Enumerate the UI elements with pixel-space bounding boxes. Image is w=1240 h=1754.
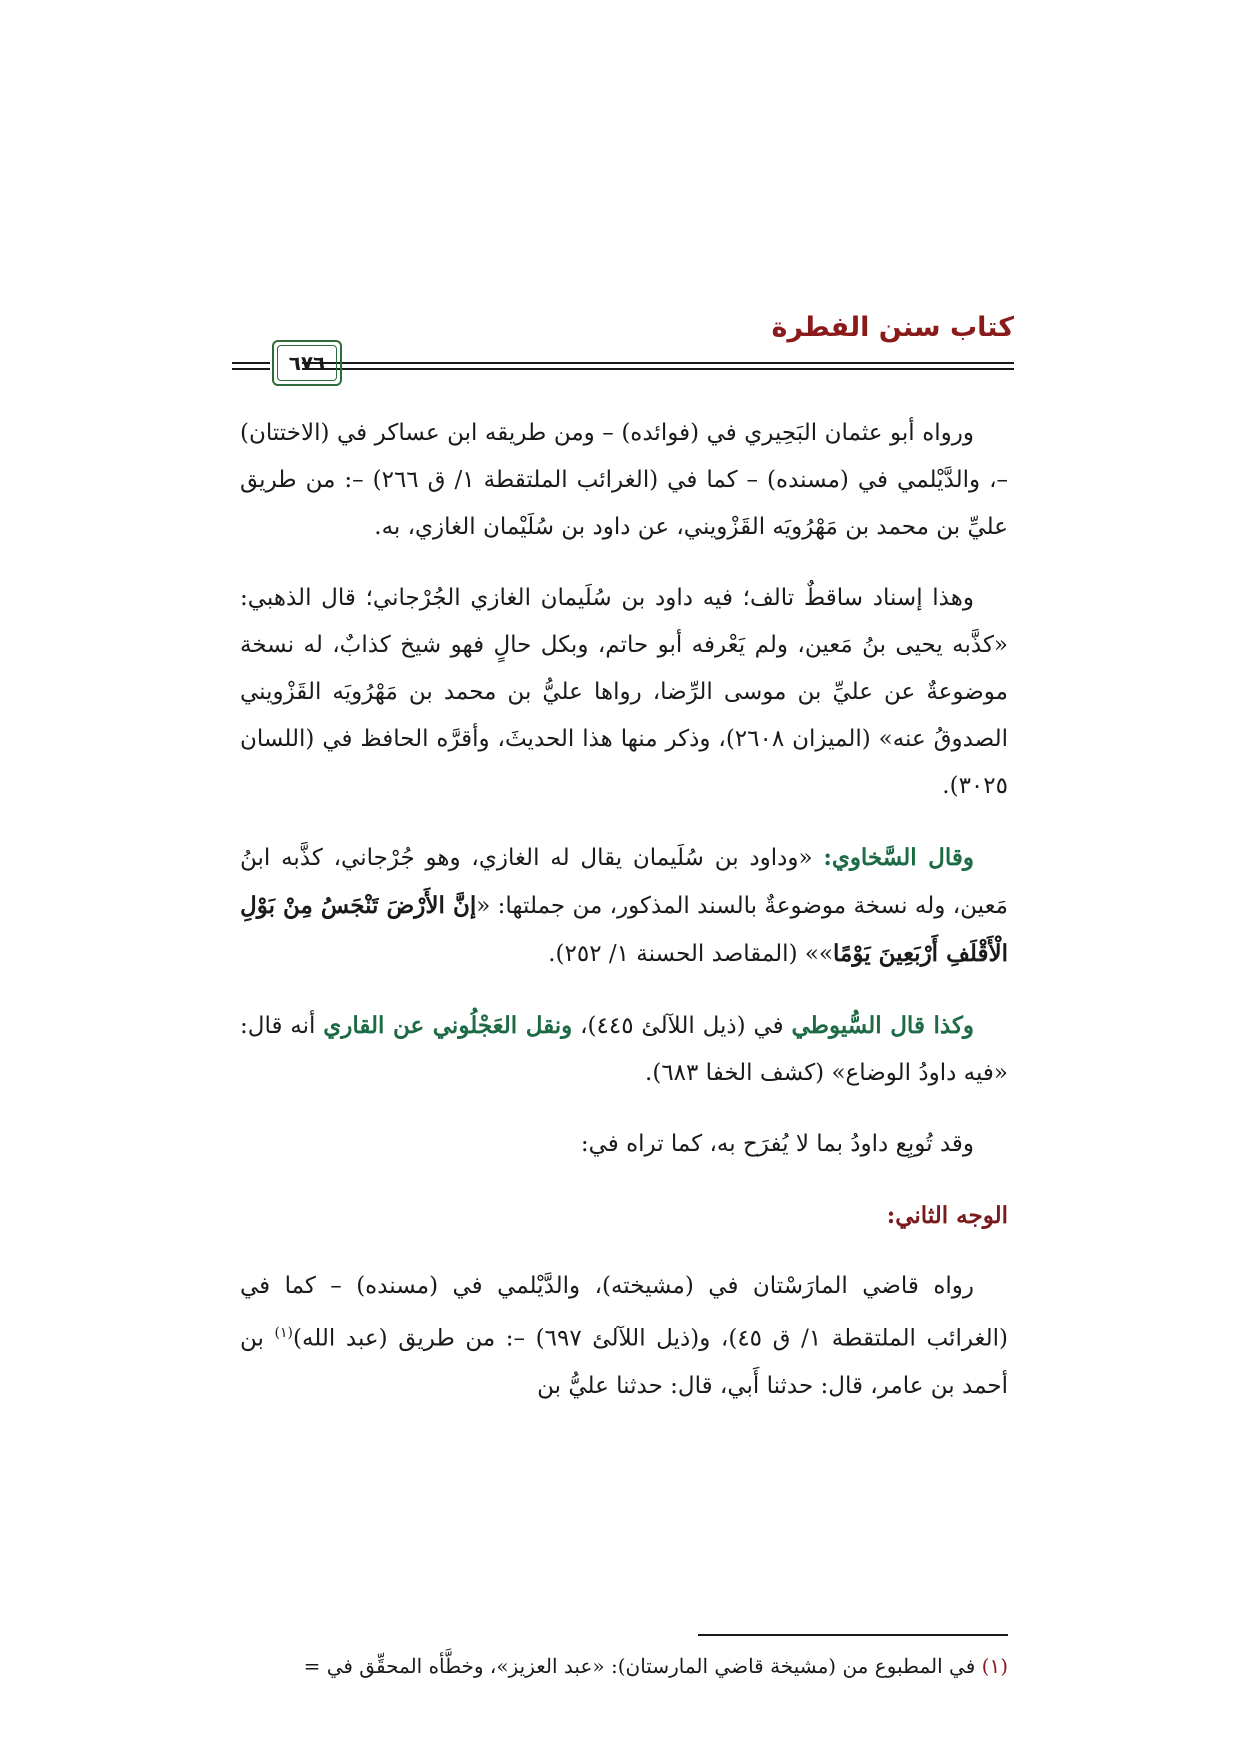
speaker-name: وكذا قال السُّيوطي — [791, 1012, 974, 1039]
paragraph-text: »» (المقاصد الحسنة ١/ ٢٥٢). — [548, 941, 833, 967]
speaker-name: ونقل العَجْلُوني عن القاري — [323, 1012, 573, 1039]
page-header — [232, 312, 1014, 392]
footnote-ref[interactable]: (١) — [274, 1325, 293, 1341]
page-number-badge — [272, 340, 342, 386]
paragraph-text: أنه قال: «فيه داودُ الوضاع» (كشف الخفا ٦٨٣). — [240, 1013, 1008, 1086]
page-number: ٦٧٦ — [277, 345, 337, 381]
footnote-text: في المطبوع من (مشيخة قاضي المارستان): «عبد العزيز»، وخطَّأه المحقِّق في = — [303, 1654, 982, 1678]
header-rule — [302, 368, 1014, 370]
paragraph: وهذا إسناد ساقطٌ تالف؛ فيه داود بن سُلَيمان الغازي الجُرْجاني؛ قال الذهبي: «كذَّبه يحيى بنُ مَعين، ولم يَعْرفه أبو حاتم، وبكل حالٍ فهو شيخ كذابٌ، له نسخة موضوعةٌ عن عليِّ بن موسى الرِّضا، رواها عليُّ بن محمد بن مَهْرُويَه القَزْويني الصدوقُ عنه» (الميزان ٢٦٠٨)، وذكر منها هذا الحديثَ، وأقرَّه الحافظ في (اللسان ٣٠٢٥). — [240, 585, 1008, 799]
paragraph: وقد تُوبِع داودُ بما لا يُفرَح به، كما تراه في: — [580, 1131, 974, 1157]
section-heading: الوجه الثاني: — [886, 1202, 1008, 1229]
book-title: كتاب سنن الفطرة — [771, 312, 1014, 343]
paragraph-text: في (ذيل اللآلئ ٤٤٥)، — [572, 1013, 792, 1039]
paragraph — [240, 1263, 1008, 1410]
paragraph-text: رواه قاضي المارَسْتان في (مشيخته)، والدَّيْلمي في (مسنده) – كما في (الغرائب الملتقطة ١/ ق ٤٥)، و(ذيل اللآلئ ٦٩٧) –: من طريق (عبد الله) — [240, 1273, 1008, 1352]
paragraph — [240, 834, 1008, 978]
header-rule-left — [232, 362, 270, 364]
paragraph-text: «وداود بن سُلَيمان يقال له الغازي، وهو جُرْجاني، كذَّبه ابنُ مَعين، وله نسخة موضوعةٌ بالسند المذكور، من جملتها: « — [240, 845, 1008, 919]
paragraph — [240, 1002, 1008, 1097]
footnote-divider — [698, 1634, 1008, 1636]
header-rule-left — [232, 368, 270, 370]
paragraph-text: بن أحمد بن عامر، قال: حدثنا أَبي، قال: حدثنا عليُّ بن — [240, 1325, 1008, 1399]
footnote — [238, 1650, 1008, 1682]
header-rule — [302, 362, 1014, 364]
paragraph: ورواه أبو عثمان البَحِيري في (فوائده) – ومن طريقه ابن عساكر في (الاختتان) –، والدَّيْلمي في (مسنده) – كما في (الغرائب الملتقطة ١/ ق ٢٦٦) –: من طريق عليِّ بن محمد بن مَهْرُويَه القَزْويني، عن داود بن سُلَيْمان الغازي، به. — [240, 420, 1009, 540]
hadith-quote: إنَّ الأَرْضَ تَنْجَسُ مِنْ بَوْلِ الْأَقْلَفِ أَرْبَعِينَ يَوْمًا — [240, 892, 1008, 967]
page-body — [240, 410, 1008, 1434]
speaker-name: وقال السَّخاوي: — [823, 844, 974, 871]
footnote-number: (١) — [981, 1654, 1008, 1678]
